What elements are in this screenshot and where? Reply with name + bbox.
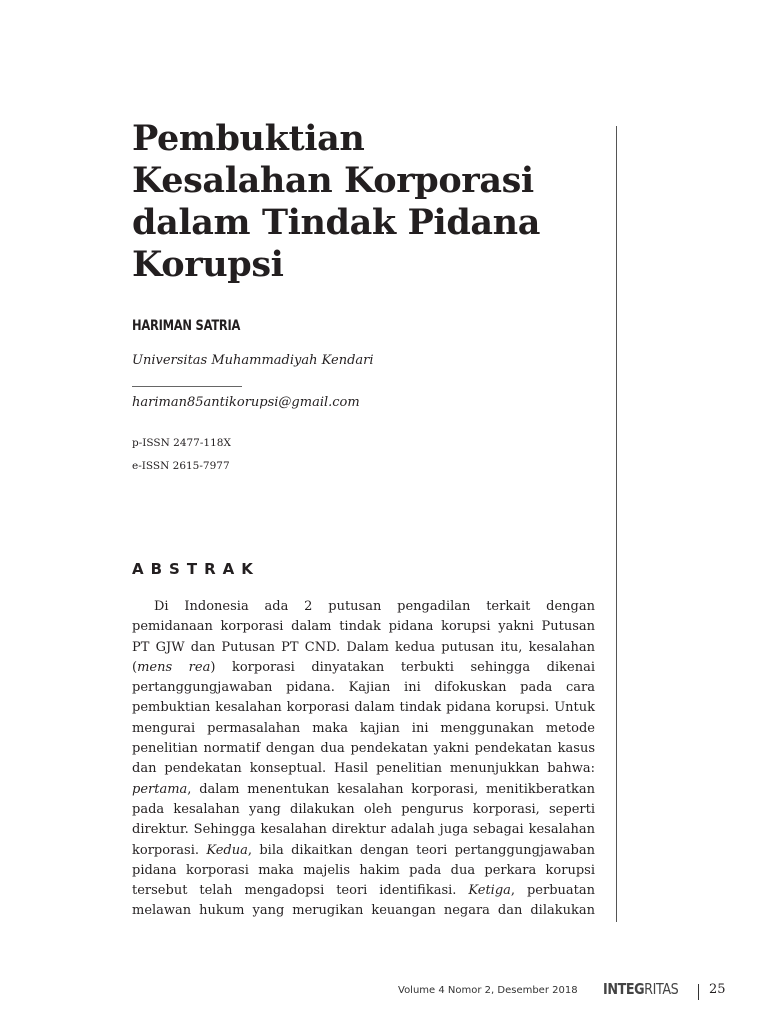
- footer-separator: [698, 984, 699, 1000]
- abstract-text: ) korporasi dinyatakan terbukti sehingga dikenai: [210, 659, 595, 675]
- journal-logo: [603, 980, 678, 998]
- abstract-text: PT GJW dan Putusan PT CND. Dalam kedua putusan itu, kesalahan: [132, 639, 595, 655]
- abstract-italic-text: pertama: [132, 781, 188, 797]
- abstract-italic-text: Kedua: [206, 842, 248, 858]
- abstract-line: [132, 759, 595, 779]
- abstract-text: pidana korporasi maka majelis hakim pada dua perkara korupsi: [132, 862, 595, 878]
- abstract-text: , dalam menentukan kesalahan korporasi, menitikberatkan: [187, 781, 595, 797]
- logo-part: INTEG: [603, 980, 645, 998]
- abstract-text: pemidanaan korporasi dalam tindak pidana korupsi yakni Putusan: [132, 619, 595, 635]
- abstract-line: [132, 881, 595, 901]
- abstract-heading: ABSTRAK: [132, 560, 260, 578]
- abstract-text: direktur. Sehingga kesalahan direktur adalah juga sebagai kesalahan: [132, 822, 595, 838]
- abstract-text: mengurai permasalahan maka kajian ini menggunakan metode: [132, 720, 595, 736]
- abstract-line: [132, 617, 595, 637]
- abstract-text: pada kesalahan yang dilakukan oleh pengurus korporasi, seperti: [132, 801, 595, 817]
- abstract-text: korporasi.: [132, 842, 207, 858]
- abstract-italic-text: Ketiga: [468, 883, 511, 899]
- title-line: Korupsi: [132, 244, 284, 285]
- abstract-text: , perbuatan: [510, 883, 595, 899]
- abstract-text: penelitian normatif dengan dua pendekatan yakni pendekatan kasus: [132, 741, 595, 757]
- issn-electronic: e-ISSN 2615-7977: [132, 460, 230, 472]
- abstract-body: [132, 597, 595, 922]
- abstract-text: tersebut telah mengadopsi teori identifikasi.: [132, 883, 469, 899]
- title-line: Pembuktian: [132, 118, 365, 159]
- abstract-text: (: [132, 659, 138, 675]
- abstract-line: [132, 901, 595, 921]
- title-line: dalam Tindak Pidana: [132, 202, 541, 243]
- abstract-line: [132, 800, 595, 820]
- abstract-line: [132, 658, 595, 678]
- title-line: Kesalahan Korporasi: [132, 160, 534, 201]
- abstract-text: , bila dikaitkan dengan teori pertanggungjawaban: [247, 842, 595, 858]
- abstract-line: [132, 820, 595, 840]
- issue-info: Volume 4 Nomor 2, Desember 2018: [398, 985, 578, 996]
- abstract-text: Di Indonesia ada 2 putusan pengadilan terkait dengan: [154, 599, 595, 614]
- abstract-text: pertanggungjawaban pidana. Kajian ini difokuskan pada cara: [132, 680, 595, 696]
- abstract-line: [132, 597, 595, 617]
- abstract-text: dan pendekatan konseptual. Hasil penelitian menunjukkan bahwa:: [132, 761, 595, 777]
- divider: [132, 386, 242, 387]
- abstract-italic-text: mens rea: [137, 659, 211, 675]
- abstract-line: [132, 638, 595, 658]
- author-email: hariman85antikorupsi@gmail.com: [132, 395, 360, 410]
- page-number: 25: [709, 982, 726, 997]
- abstract-line: [132, 780, 595, 800]
- abstract-text: melawan hukum yang merugikan keuangan negara dan dilakukan: [132, 903, 595, 919]
- abstract-line: [132, 698, 595, 718]
- abstract-line: [132, 678, 595, 698]
- abstract-text: pembuktian kesalahan korporasi dalam tindak pidana korupsi. Untuk: [132, 700, 595, 716]
- logo-part: RITAS: [644, 980, 679, 998]
- author-name: HARIMAN SATRIA: [132, 318, 241, 334]
- abstract-line: [132, 841, 595, 861]
- abstract-line: [132, 739, 595, 759]
- issn-print: p-ISSN 2477-118X: [132, 437, 231, 449]
- margin-rule: [616, 126, 617, 922]
- abstract-line: [132, 861, 595, 881]
- abstract-line: [132, 719, 595, 739]
- article-title: [132, 118, 592, 286]
- author-affiliation: Universitas Muhammadiyah Kendari: [132, 353, 374, 368]
